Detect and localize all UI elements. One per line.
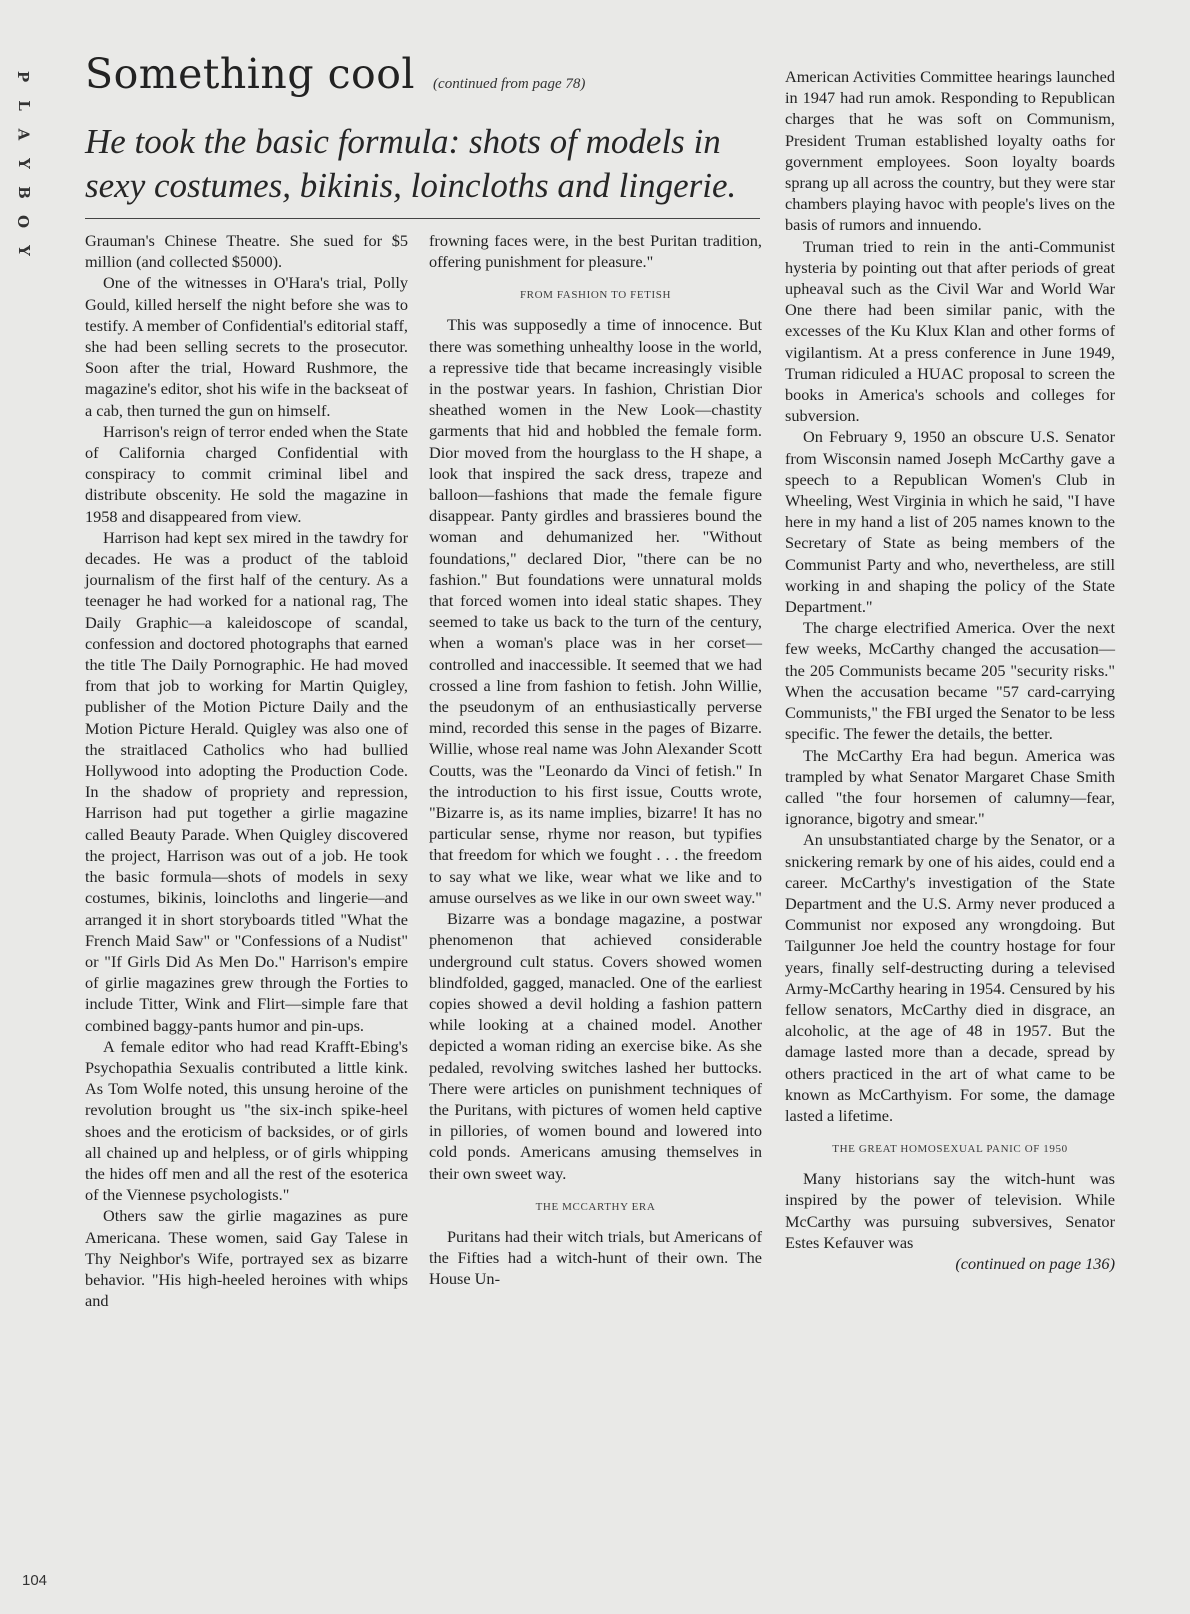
article-header [85,50,585,98]
logo-letter: P [14,70,33,83]
paragraph: The McCarthy Era had begun. America was trampled by what Senator Margaret Chase Smith called "the four horsemen of calumny—fear, ignorance, bigotry and smear." [785,745,1115,829]
paragraph: An unsubstantiated charge by the Senator, or a snickering remark by one of his aides, could end a career. McCarthy's investigation of the State Department and the U.S. Army never produced a Communist nor exposed any wrongdoing. But Tailgunner Joe held the country hostage for four years, finally self-destructing during a televised Army-McCarthy hearing in 1954. Censured by his fellow senators, McCarthy died in disgrace, an alcoholic, at the age of 48 in 1957. But the damage lasted more than a decade, spread by others practiced in the art of what came to be known as McCarthyism. For some, the damage lasted a lifetime. [785,830,1115,1125]
section-subhead: FROM FASHION TO FETISH [519,289,672,302]
logo-letter: B [14,186,33,199]
paragraph: On February 9, 1950 an obscure U.S. Senator from Wisconsin named Joseph McCarthy gave a speech to a Republican Women's Club in Wheeling, West Virginia in which he said, "I have here in my hand a list of 205 names known to the Secretary of State as being members of the Communist Party and who, nevertheless, are still working in and shaping the policy of the State Department." [785,427,1115,617]
paragraph: Harrison had kept sex mired in the tawdry for decades. He was a product of the tabloid journalism of the first half of the century. As a teenager he had worked for a national rag, The Daily Graphic—a kaleidoscope of scandal, confession and doctored photographs that earned the title The Daily Pornographic. He had moved from that job to working for Martin Quigley, publisher of the Motion Picture Daily and the Motion Picture Herald. Quigley was also one of the straitlaced Catholics who had bullied Hollywood into adopting the Production Code. In the shadow of propriety and repression, Harrison had put together a girlie magazine called Beauty Parade. When Quigley discovered the project, Harrison was out of a job. He took the basic formula—shots of models in sexy costumes, bikinis, loincloths and lingerie—and arranged it in short storyboards titled "What the French Maid Saw" or "Confessions of a Nudist" or "If Girls Did As Men Do." Harrison's empire of girlie magazines grew through the Forties to include Titter, Wink and Flirt—simple fare that combined baggy-pants humor and pin-ups. [85,527,408,1035]
paragraph: This was supposedly a time of innocence. But there was something unhealthy loose in the world, a repressive tide that became increasingly visible in the postwar years. In fashion, Christian Dior sheathed women in the New Look—chastity garments that hid and hobbled the female form. Dior moved from the hourglass to the H shape, a look that inspired the sack dress, trapeze and balloon—fashions that made the female figure disappear. Panty girdles and brassieres bound the woman and dehumanized her. "Without foundations," declared Dior, "there can be no fashion." But foundations were unnatural molds that forced women into ideal static shapes. They seemed to take us back to the turn of the century, when a woman's place was in her corset—controlled and inaccessible. It seemed that we had crossed a line from fashion to fetish. John Willie, the pseudonym of an enthusiastically perverse mind, recorded this sense in the pages of Bizarre. Willie, whose real name was John Alexander Scott Coutts, was the "Leonardo da Vinci of fetish." In the introduction to his first issue, Coutts wrote, "Bizarre is, as its name implies, bizarre! It has no particular sense, rhyme nor reason, but typifies that freedom for which we fought . . . the freedom to say what we like, wear what we like and to amuse ourselves as we like in our own sweet way." [429,315,762,907]
paragraph: Puritans had their witch trials, but Americans of the Fifties had a witch-hunt of their own. The House Un- [429,1226,762,1289]
logo-letter: Y [14,245,33,256]
paragraph: Grauman's Chinese Theatre. She sued for $5 million (and collected $5000). [85,231,408,272]
paragraph: Truman tried to rein in the anti-Communist hysteria by pointing out that after periods of great upheaval such as the Civil War and World War One there had been similar panic, with the excesses of the Ku Klux Klan and other forms of vigilantism. At a press conference in June 1949, Truman ridiculed a HUAC proposal to screen the books in America's schools and colleges for subversion. [785,236,1115,426]
column-2 [429,230,762,1289]
paragraph: A female editor who had read Krafft-Ebing's Psychopathia Sexualis contributed a little kink. As Tom Wolfe noted, this unsung heroine of the revolution brought us "the six-inch spike-heel shoes and the eroticism of backsides, or of girls all chained up and helpless, or of girls whipping the hides off men and all the rest of the esoterica of the Viennese psychologists." [85,1036,408,1205]
paragraph: The charge electrified America. Over the next few weeks, McCarthy changed the accusation—the 205 Communists became 205 "security risks." When the accusation became "57 card-carrying Communists," the FBI urged the Senator to be less specific. The fewer the details, the better. [785,618,1115,744]
paragraph: One of the witnesses in O'Hara's trial, Polly Gould, killed herself the night before she was to testify. A member of Confidential's editorial staff, she had been selling secrets to the prosecutor. Soon after the trial, Howard Rushmore, the magazine's editor, shot his wife in the backseat of a cab, then turned the gun on himself. [85,273,408,420]
column-3 [785,66,1115,1274]
paragraph: Bizarre was a bondage magazine, a postwar phenomenon that achieved considerable underground cult status. Covers showed women blindfolded, gagged, manacled. One of the earliest copies showed a devil holding a fashion pattern while looking at a chained model. Another depicted a woman riding an exercise bike. As she pedaled, revolving switches lashed her buttocks. There were articles on punishment techniques of the Puritans, with pictures of women held captive in pillories, of women bound and lowered into cold ponds. Americans amusing themselves in their own sweet way. [429,909,762,1183]
pull-quote: He took the basic formula: shots of models in sexy costumes, bikinis, loincloths and lingerie. [85,122,737,205]
logo-letter: Y [14,158,33,169]
paragraph: American Activities Committee hearings launched in 1947 had run amok. Responding to Republican charges that he was soft on Communism, President Truman established loyalty oaths for government employees. Soon loyalty boards sprang up all across the country, but they were star chambers playing havoc with people's lives on the basis of rumors and innuendo. [785,67,1115,235]
logo-letter: O [14,214,33,229]
playboy-vertical-logo [12,62,34,265]
header-rule [85,218,760,219]
section-subhead: THE MCCARTHY ERA [535,1200,656,1213]
paragraph: Many historians say the witch-hunt was inspired by the power of television. While McCarthy was pursuing subversives, Senator Estes Kefauver was [785,1169,1115,1252]
continued-on-note: (continued on page 136) [955,1253,1115,1273]
article-title: Something cool [85,50,416,98]
paragraph: Harrison's reign of terror ended when the State of California charged Confidential with conspiracy to commit criminal libel and distribute obscenity. He sold the magazine in 1958 and disappeared from view. [85,421,408,526]
paragraph: frowning faces were, in the best Puritan tradition, offering punishment for pleasure." [429,231,762,272]
paragraph: Others saw the girlie magazines as pure Americana. These women, said Gay Talese in Thy Neighbor's Wife, portrayed sex as bizarre behavior. "His high-heeled heroines with whips and [85,1206,408,1311]
logo-letter: L [14,100,33,111]
continued-from-note: (continued from page 78) [433,76,586,92]
column-1 [85,230,408,1311]
logo-letter: A [14,128,33,141]
section-subhead: THE GREAT HOMOSEXUAL PANIC OF 1950 [832,1143,1068,1156]
page-number: 104 [22,1572,48,1589]
